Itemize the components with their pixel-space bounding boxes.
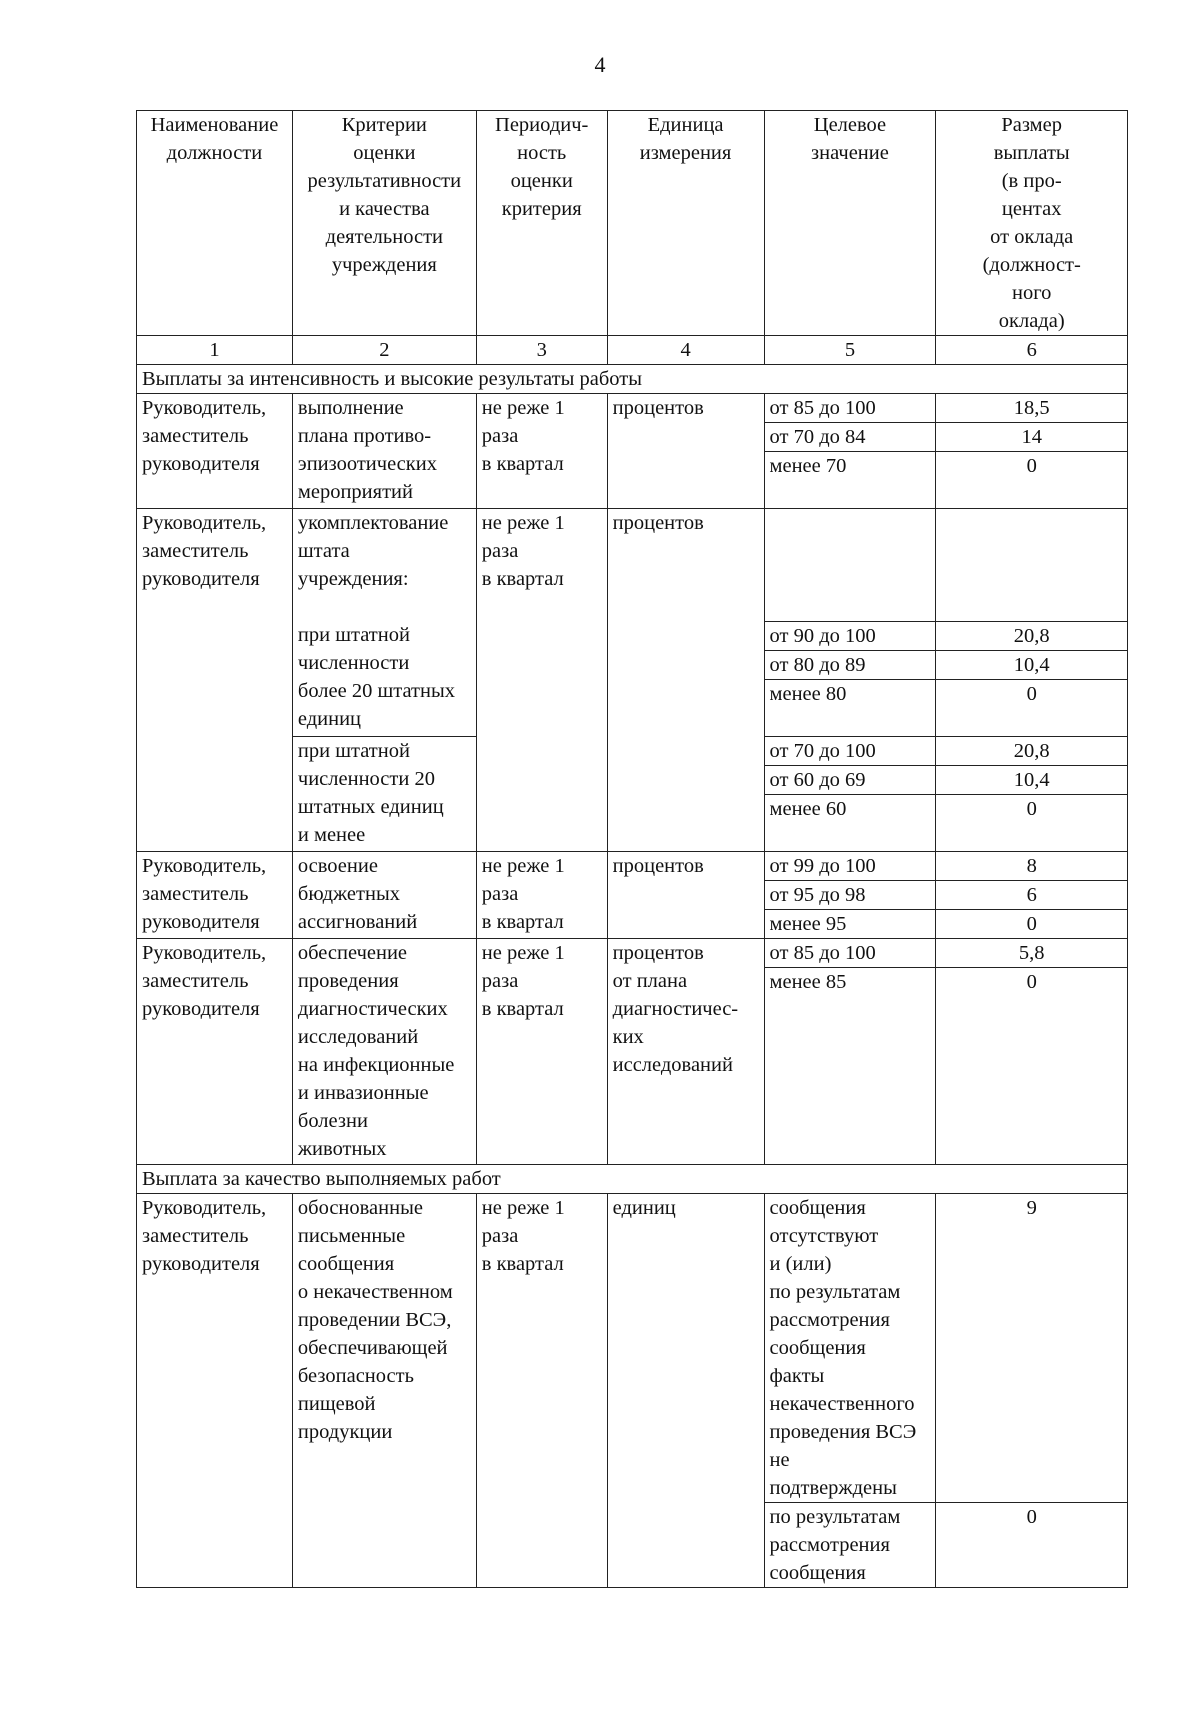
payment-value: 0 [936,679,1128,736]
target-value: сообщения отсутствуют и (или) по результатам рассмотрения сообщения факты некачественного проведения ВСЭ не подтверждены [764,1193,936,1502]
payment-value: 0 [936,452,1128,509]
periodicity-cell: не реже 1 раза в квартал [476,394,607,509]
column-number-row [137,336,1128,365]
target-value: от 70 до 84 [764,423,936,452]
payment-value: 18,5 [936,394,1128,423]
target-value: от 85 до 100 [764,938,936,967]
target-value: менее 95 [764,909,936,938]
periodicity-cell: не реже 1 раза в квартал [476,1193,607,1587]
payment-value: 6 [936,880,1128,909]
payment-value: 9 [936,1193,1128,1502]
column-number: 1 [137,336,293,365]
position-cell: Руководитель, заместитель руководителя [137,394,293,509]
table-row [137,1193,1128,1502]
column-number: 6 [936,336,1128,365]
payment-value-empty [936,509,1128,622]
criterion-cell: обеспечение проведения диагностических исследований на инфекционные и инвазионные болезни животных [292,938,476,1164]
payment-value: 0 [936,967,1128,1164]
position-cell: Руководитель, заместитель руководителя [137,938,293,1164]
section-row [137,1164,1128,1193]
payment-value: 10,4 [936,650,1128,679]
position-cell: Руководитель, заместитель руководителя [137,509,293,852]
page-number: 4 [594,52,606,77]
criterion-cell: укомплектование штата учреждения: [292,509,476,622]
table-row [137,509,1128,622]
target-value: от 95 до 98 [764,880,936,909]
section-title-intensity: Выплаты за интенсивность и высокие результаты работы [137,365,1128,394]
column-number: 5 [764,336,936,365]
table-row [137,938,1128,967]
unit-cell: процентов от плана диагностичес- ких исследований [607,938,764,1164]
unit-cell: процентов [607,851,764,938]
unit-cell: процентов [607,509,764,852]
payment-value: 5,8 [936,938,1128,967]
position-cell: Руководитель, заместитель руководителя [137,851,293,938]
target-value: от 60 до 69 [764,765,936,794]
header-target: Целевое значение [764,111,936,336]
criterion-cell: освоение бюджетных ассигнований [292,851,476,938]
payment-value: 20,8 [936,621,1128,650]
target-value: от 99 до 100 [764,851,936,880]
unit-cell: процентов [607,394,764,509]
target-value: от 85 до 100 [764,394,936,423]
column-number: 4 [607,336,764,365]
payment-value: 0 [936,909,1128,938]
target-value: от 90 до 100 [764,621,936,650]
criterion-cell: выполнение плана противо- эпизоотических мероприятий [292,394,476,509]
position-cell: Руководитель, заместитель руководителя [137,1193,293,1587]
payment-value: 0 [936,1502,1128,1587]
target-value: от 70 до 100 [764,736,936,765]
header-payment: Размер выплаты (в про- центах от оклада (должност- ного оклада) [936,111,1128,336]
payment-value: 20,8 [936,736,1128,765]
payment-value: 14 [936,423,1128,452]
periodicity-cell: не реже 1 раза в квартал [476,938,607,1164]
header-position: Наименование должности [137,111,293,336]
target-value: менее 60 [764,794,936,851]
table-row [137,851,1128,880]
target-value: по результатам рассмотрения сообщения [764,1502,936,1587]
periodicity-cell: не реже 1 раза в квартал [476,851,607,938]
header-row [137,111,1128,336]
column-number: 3 [476,336,607,365]
sub-criterion-cell: при штатной численности более 20 штатных единиц [292,621,476,736]
payment-criteria-table [136,110,1128,1588]
criterion-cell: обоснованные письменные сообщения о некачественном проведении ВСЭ, обеспечивающей безопасность пищевой продукции [292,1193,476,1587]
column-number: 2 [292,336,476,365]
target-value: менее 80 [764,679,936,736]
periodicity-cell: не реже 1 раза в квартал [476,509,607,852]
target-value: от 80 до 89 [764,650,936,679]
payment-value: 0 [936,794,1128,851]
table-row [137,394,1128,423]
payment-value: 8 [936,851,1128,880]
target-value-empty [764,509,936,622]
payment-value: 10,4 [936,765,1128,794]
header-criteria: Критерии оценки результативности и качества деятельности учреждения [292,111,476,336]
section-title-quality: Выплата за качество выполняемых работ [137,1164,1128,1193]
unit-cell: единиц [607,1193,764,1587]
header-periodicity: Периодич- ность оценки критерия [476,111,607,336]
header-unit: Единица измерения [607,111,764,336]
target-value: менее 70 [764,452,936,509]
sub-criterion-cell: при штатной численности 20 штатных единиц и менее [292,736,476,851]
target-value: менее 85 [764,967,936,1164]
section-row [137,365,1128,394]
